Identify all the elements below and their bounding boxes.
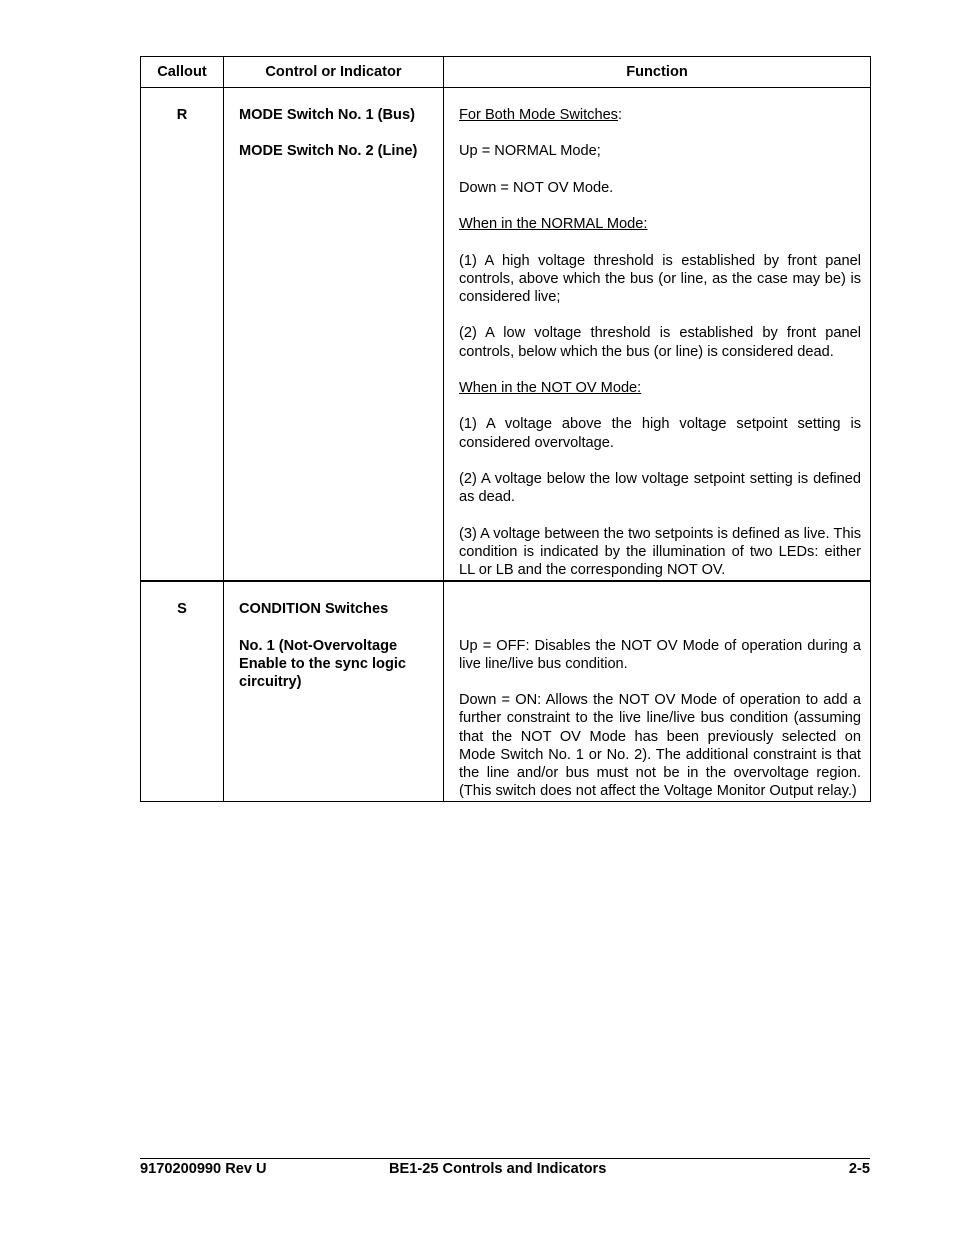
control-label: MODE Switch No. 1 (Bus) [239,107,415,123]
function-heading: When in the NORMAL Mode: [459,216,648,233]
function-text: (2) A low voltage threshold is established by front panel controls, below which the bus (or line) is considered dead. [459,325,861,360]
both-heading-colon: : [617,107,623,123]
function-text: (1) A voltage above the high voltage setpoint setting is considered overvoltage. [459,416,861,451]
function-text: (2) A voltage below the low voltage setpoint setting is defined as dead. [459,470,861,506]
function-text: (3) A voltage between the two setpoints is defined as live. This condition is indicated by the illumination of two LEDs: either LL or LB and the corresponding NOT OV. [459,525,861,578]
table-row [141,581,871,802]
function-text: Up = NORMAL Mode; [459,143,601,160]
function-text: (1) A high voltage threshold is established by front panel controls, above which the bus (or line, as the case may be) is considered live; [459,252,861,305]
control-label: CONDITION Switches [239,601,389,618]
header-callout: Callout [141,57,224,88]
control-label: MODE Switch No. 2 (Line) [239,143,418,160]
control-label: No. 1 (Not-Overvoltage Enable to the sync logic circuitry) [239,637,407,690]
callout-cell: R [141,88,224,582]
control-cell [224,88,444,582]
both-heading: For Both Mode Switches [459,107,618,123]
callout-cell: S [141,581,224,802]
footer-section-title: BE1-25 Controls and Indicators [389,1161,607,1177]
table-row [141,88,871,582]
function-cell [444,88,871,582]
controls-table [140,56,871,802]
function-cell [444,581,871,802]
header-function: Function [444,57,871,88]
function-heading: When in the NOT OV Mode: [459,379,642,396]
control-cell [224,581,444,802]
function-heading [459,106,861,124]
table-header-row [141,57,871,88]
function-text: Down = ON: Allows the NOT OV Mode of operation to add a further constraint to the live line/live bus condition (assuming that the NOT OV Mode has been previously selected on Mode Switch No. 1 or No. 2). The additional constraint is that the line and/or bus must not be in the overvoltage region. (This switch does not affect the Voltage Monitor Output relay.) [459,692,861,800]
function-text: Down = NOT OV Mode. [459,179,614,196]
page-footer [140,1158,870,1181]
header-control: Control or Indicator [224,57,444,88]
footer-page-number: 2-5 [848,1161,870,1177]
function-text: Up = OFF: Disables the NOT OV Mode of operation during a live line/live bus condition. [459,637,861,672]
footer-doc-number: 9170200990 Rev U [140,1161,267,1177]
